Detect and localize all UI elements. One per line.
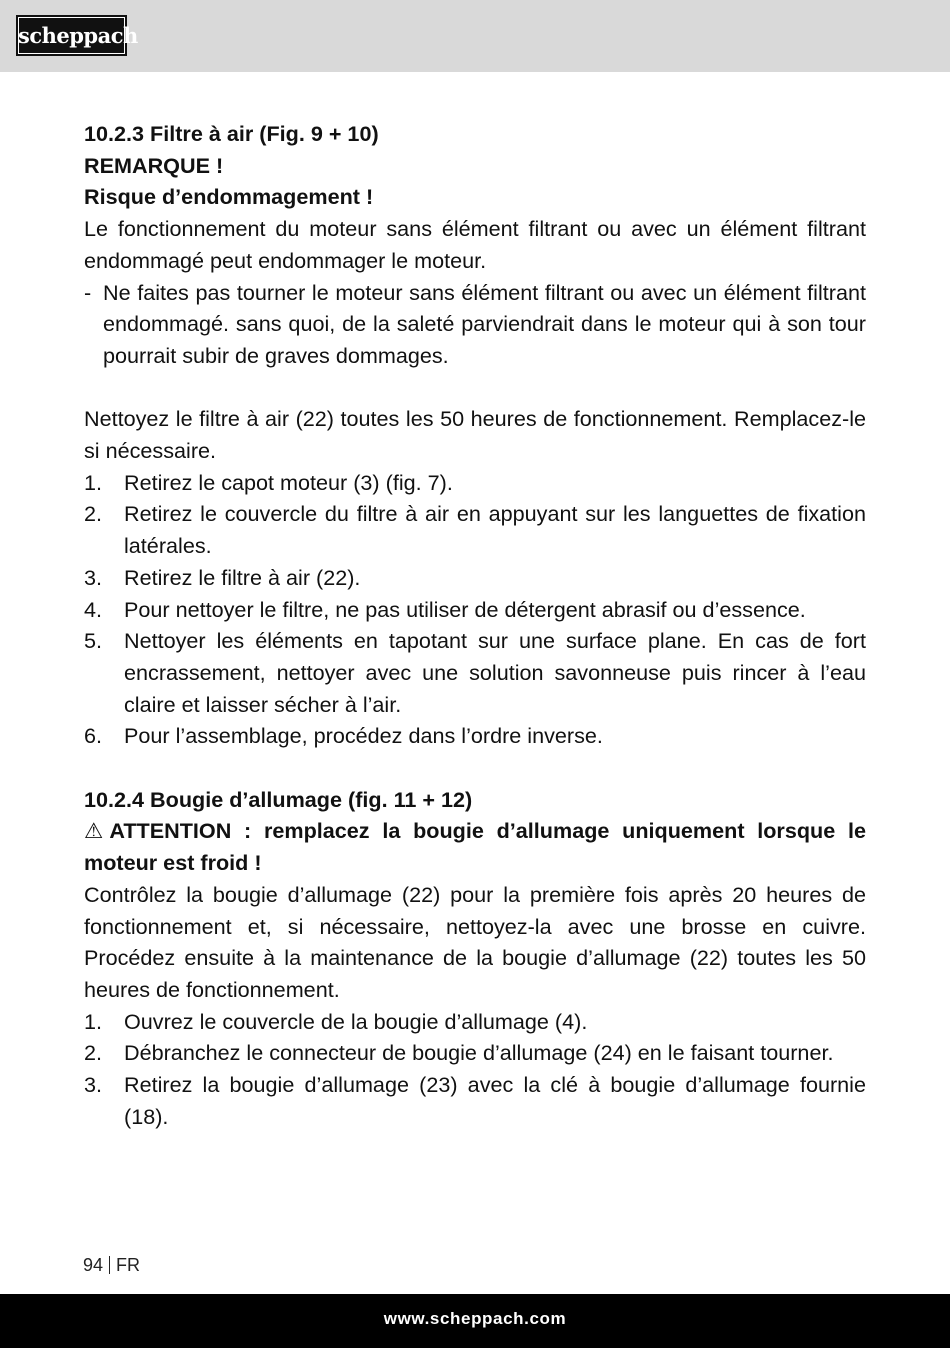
list-item bbox=[84, 562, 866, 594]
spark-plug-paragraph: Contrôlez la bougie d’allumage (22) pour la première fois après 20 heures de fonctionnement et, si nécessaire, nettoyez-la avec une brosse en cuivre. Procédez ensuite à la maintenance de la bougie d’allumage (22) toutes les 50 heures de fonctionnement. bbox=[84, 881, 866, 1002]
dash-item-text: Ne faites pas tourner le moteur sans élément filtrant ou avec un élément filtrant endommagé. sans quoi, de la saleté parviendrait dans le moteur qui à son tour pourrait subir de graves dommages. bbox=[103, 279, 866, 368]
list-item bbox=[84, 1006, 866, 1038]
risk-label: Risque d’endommagement ! bbox=[84, 184, 374, 210]
website-url: www.scheppach.com bbox=[383, 1309, 567, 1328]
list-item-number: 1. bbox=[84, 469, 103, 495]
list-item-number: 2. bbox=[84, 1040, 103, 1066]
dash-marker: - bbox=[84, 279, 92, 305]
list-item-text: Débranchez le connecteur de bougie d’allumage (24) en le faisant tourner. bbox=[124, 1040, 834, 1066]
air-filter-paragraph: Nettoyez le filtre à air (22) toutes les 50 heures de fonctionnement. Remplacez-le si nécessaire. bbox=[84, 406, 866, 464]
page-footer bbox=[0, 1294, 950, 1348]
warning-text: ATTENTION : remplacez la bougie d’allumage uniquement lorsque le moteur est froid ! bbox=[84, 818, 866, 876]
section-heading-air-filter: 10.2.3 Filtre à air (Fig. 9 + 10) bbox=[84, 121, 379, 146]
section-heading-spark-plug: 10.2.4 Bougie d’allumage (fig. 11 + 12) bbox=[84, 786, 473, 812]
list-item-text: Pour l’assemblage, procédez dans l’ordre inverse. bbox=[124, 723, 603, 749]
list-item-number: 3. bbox=[84, 1072, 103, 1098]
list-item-number: 6. bbox=[84, 723, 103, 749]
list-item bbox=[84, 498, 866, 561]
list-item-text: Nettoyer les éléments en tapotant sur une surface plane. En cas de fort encrassement, nettoyer avec une solution savonneuse puis rincer à l’eau claire et laisser sécher à l’air. bbox=[124, 628, 866, 717]
dash-list-item bbox=[84, 277, 866, 372]
list-item-text: Ouvrez le couvercle de la bougie d’allumage (4). bbox=[124, 1008, 588, 1034]
separator bbox=[109, 1256, 110, 1274]
list-item bbox=[84, 625, 866, 720]
page-number bbox=[83, 1254, 140, 1276]
scheppach-logo: scheppach bbox=[16, 15, 127, 56]
list-item-text: Retirez la bougie d’allumage (23) avec la clé à bougie d’allumage fournie (18). bbox=[124, 1072, 866, 1129]
list-item-text: Pour nettoyer le filtre, ne pas utiliser de détergent abrasif ou d’essence. bbox=[124, 596, 806, 622]
list-item-text: Retirez le capot moteur (3) (fig. 7). bbox=[124, 469, 453, 495]
list-item-number: 2. bbox=[84, 501, 103, 527]
list-item bbox=[84, 594, 866, 626]
list-item bbox=[84, 1037, 866, 1069]
list-item-text: Retirez le couvercle du filtre à air en appuyant sur les languettes de fixation latérales. bbox=[124, 501, 866, 559]
list-item bbox=[84, 467, 866, 499]
list-item-number: 1. bbox=[84, 1008, 103, 1034]
document-body bbox=[84, 118, 866, 1132]
notice-label: REMARQUE ! bbox=[84, 152, 224, 178]
list-item-number: 3. bbox=[84, 564, 103, 590]
page-header bbox=[0, 0, 950, 72]
language-code: FR bbox=[116, 1255, 141, 1275]
page-number-value: 94 bbox=[83, 1255, 104, 1275]
list-item bbox=[84, 1069, 866, 1132]
list-item bbox=[84, 720, 866, 752]
warning-triangle-icon: ⚠ bbox=[84, 818, 104, 844]
intro-paragraph: Le fonctionnement du moteur sans élément filtrant ou avec un élément filtrant endommagé peut endommager le moteur. bbox=[84, 216, 866, 273]
list-item-text: Retirez le filtre à air (22). bbox=[124, 564, 361, 590]
warning-message bbox=[84, 815, 866, 878]
list-item-number: 5. bbox=[84, 628, 103, 654]
list-item-number: 4. bbox=[84, 596, 103, 622]
